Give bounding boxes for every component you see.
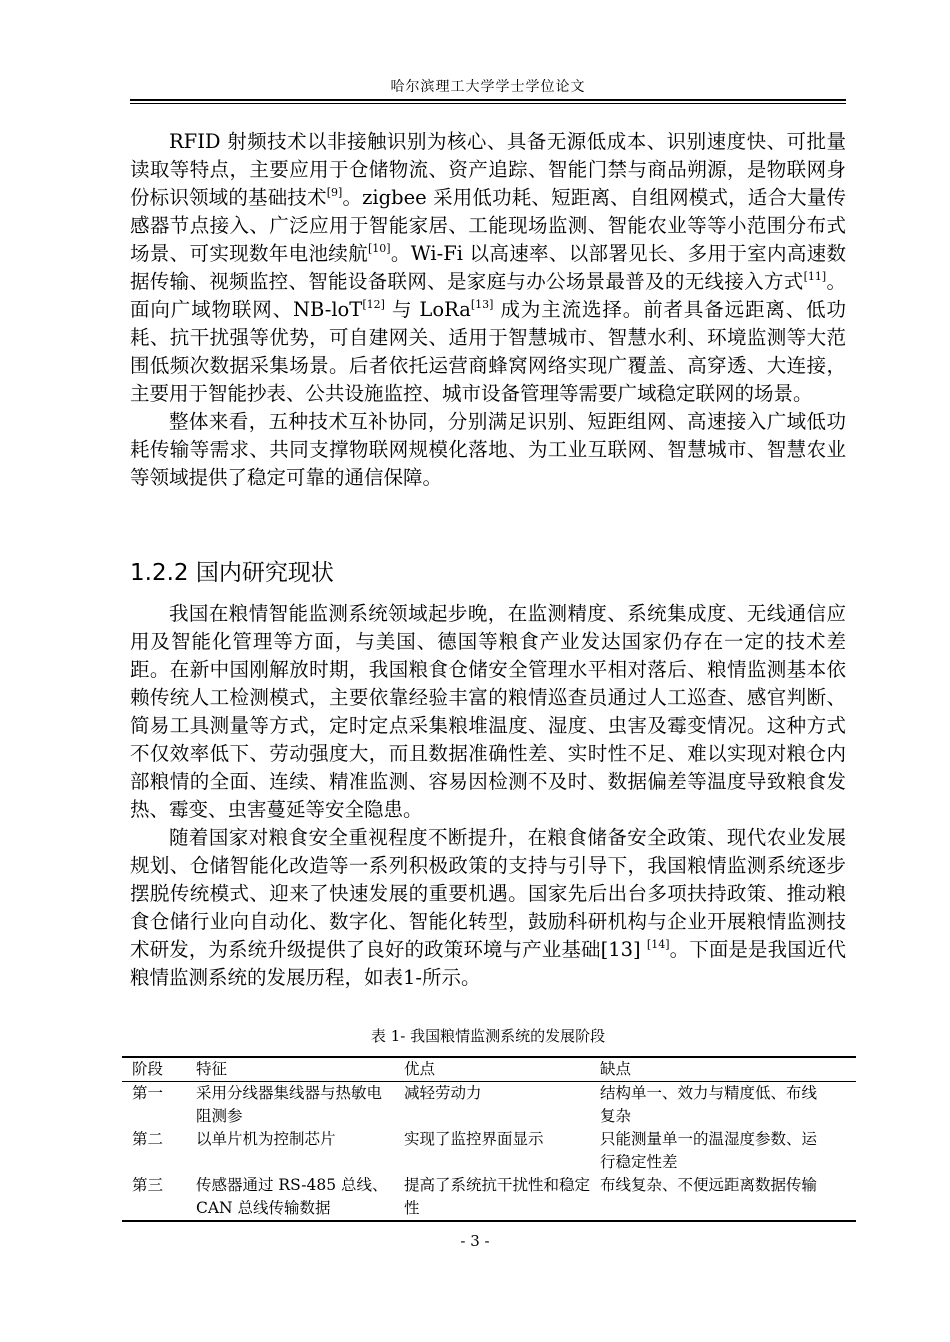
table-row — [122, 1128, 856, 1174]
citation: [10] — [367, 242, 391, 255]
body-text-top — [130, 128, 846, 492]
table-row — [122, 1174, 856, 1220]
table-header: 特征 — [196, 1060, 228, 1078]
table-cell: 减轻劳动力 — [404, 1084, 482, 1102]
table-cell: 布线复杂、不便远距离数据传输 — [600, 1176, 818, 1194]
table-row — [122, 1082, 856, 1128]
table-header: 缺点 — [600, 1060, 632, 1078]
citation: [11] — [803, 270, 827, 283]
header-rule-thin — [130, 103, 846, 104]
table-cell: 传感器通过 RS-485 总线、CAN 总线传输数据 — [196, 1176, 388, 1217]
paragraph-policy: 随着国家对粮食安全重视程度不断提升，在粮食储备安全政策、现代农业发展规划、仓储智能化改造等一系列积极政策的支持与引导下，我国粮情监测系统逐步摆脱传统模式、迎来了快速发展的重要机遇。国家先后出台多项扶持政策、推动粮食仓储行业向自动化、数字化、智能化转型，鼓励科研机构与企业开展粮情监测技术研发，为系统升级提供了良好的政策环境与产业基础[13] [14]。下面是是我国近代粮情监测系统的发展历程，如表1-所示。 — [130, 826, 846, 989]
citation: [13] — [470, 298, 494, 311]
table-cell: 采用分线器集线器与热敏电阻测参 — [196, 1084, 383, 1125]
table-header: 阶段 — [132, 1060, 164, 1078]
table-cell: 实现了监控界面显示 — [404, 1130, 544, 1148]
paragraph-domestic-history: 我国在粮情智能监测系统领域起步晚，在监测精度、系统集成度、无线通信应用及智能化管理等方面，与美国、德国等粮食产业发达国家仍存在一定的技术差距。在新中国刚解放时期，我国粮食仓储安全管理水平相对落后、粮情监测基本依赖传统人工检测模式，主要依靠经验丰富的粮情巡查员通过人工巡查、感官判断、简易工具测量等方式，定时定点采集粮堆温度、湿度、虫害及霉变情况。这种方式不仅效率低下、劳动强度大，而且数据准确性差、实时性不足、难以实现对粮仓内部粮情的全面、连续、精准监测、容易因检测不及时、数据偏差等温度导致粮食发热、霉变、虫害蔓延等安全隐患。 — [130, 602, 846, 821]
paragraph-wireless-tech: RFID 射频技术以非接触识别为核心、具备无源低成本、识别速度快、可批量读取等特点，主要应用于仓储物流、资产追踪、智能门禁与商品朔源，是物联网身份标识领域的基础技术[9]。zigbee 采用低功耗、短距离、自组网模式，适合大量传感器节点接入、广泛应用于智能家居、工能现场监测、智能农业等等小范围分布式场景、可实现数年电池续航[10]。Wi-Fi 以高速率、以部署见长、多用于室内高速数据传输、视频监控、智能设备联网、是家庭与办公场景最普及的无线接入方式[11]。面向广域物联网、NB-loT[12] 与 LoRa[13] 成为主流选择。前者具备远距离、低功耗、抗干扰强等优势，可自建网关、适用于智慧城市、智慧水利、环境监测等大范围低频次数据采集场景。后者依托运营商蜂窝网络实现广覆盖、高穿透、大连接，主要用于智能抄表、公共设施监控、城市设备管理等需要广域稳定联网的场景。 — [130, 130, 847, 405]
table-cell: 提高了系统抗干扰性和稳定性 — [404, 1176, 591, 1217]
citation: [12] — [362, 298, 385, 311]
table-header: 优点 — [404, 1060, 436, 1078]
citation: [14] — [646, 938, 670, 951]
citation: [9] — [326, 186, 343, 199]
table-cell: 只能测量单一的温湿度参数、运行稳定性差 — [600, 1130, 818, 1171]
table-cell: 第三 — [132, 1176, 164, 1194]
table-cell: 以单片机为控制芯片 — [196, 1130, 336, 1148]
table-bottom-rule — [122, 1220, 856, 1222]
body-text-domestic — [130, 600, 846, 992]
paragraph-summary: 整体来看，五种技术互补协同，分别满足识别、短距组网、高速接入广域低功耗传输等需求、共同支撑物联网规模化落地、为工业互联网、智慧城市、智慧农业等领域提供了稳定可靠的通信保障。 — [130, 410, 846, 489]
page-header: 哈尔滨理工大学学士学位论文 — [390, 79, 586, 95]
section-heading: 1.2.2 国内研究现状 — [130, 560, 334, 586]
table-cell: 第一 — [132, 1084, 164, 1102]
header-rule — [130, 99, 846, 101]
table-caption: 表 1- 我国粮情监测系统的发展阶段 — [370, 1027, 606, 1045]
development-stages-table — [122, 1056, 856, 1222]
table-cell: 第二 — [132, 1130, 164, 1148]
table-cell: 结构单一、效力与精度低、布线复杂 — [600, 1084, 818, 1125]
page-number: - 3 - — [460, 1232, 490, 1250]
table-header-row — [122, 1058, 856, 1081]
